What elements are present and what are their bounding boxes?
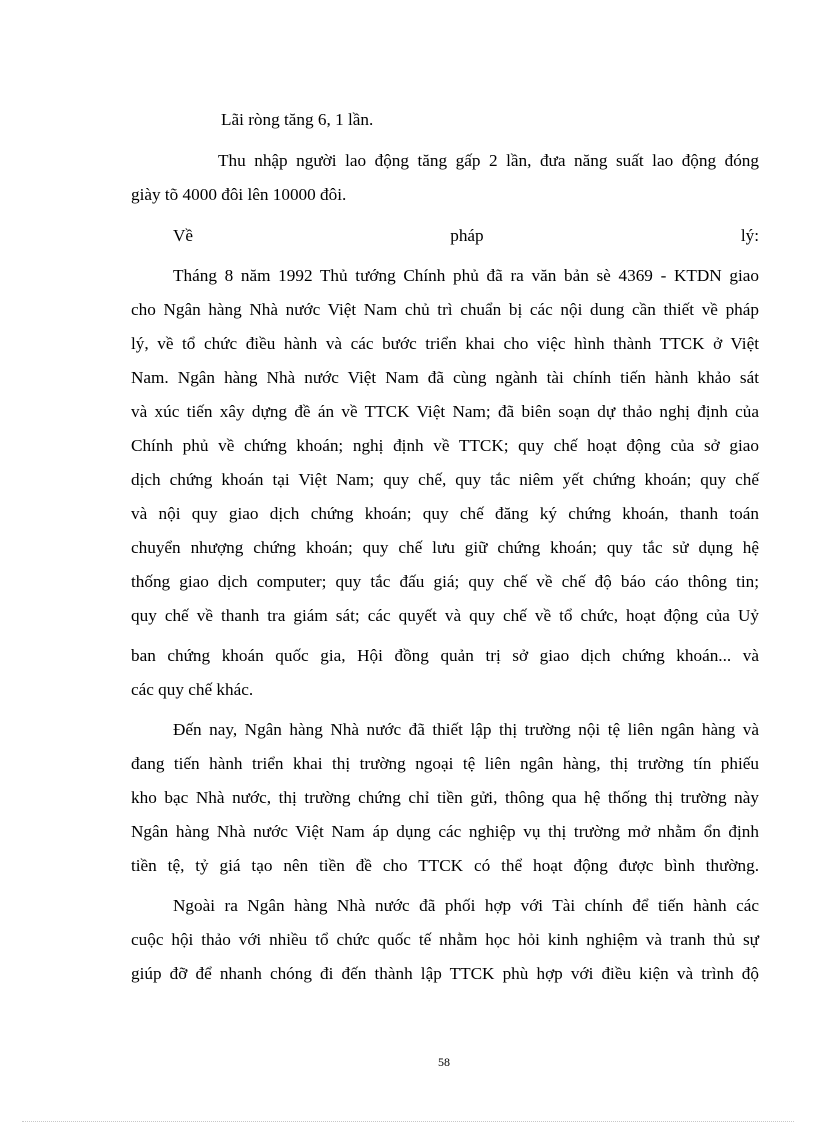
text-line-25: giúp đỡ để nhanh chóng đi đến thành lập TTCK phù hợp với điều kiện và trình độ (131, 964, 759, 983)
text-line-11: dịch chứng khoán tại Việt Nam; quy chế, quy tắc niêm yết chứng khoán; quy chế (131, 470, 759, 489)
page-number: 58 (438, 1055, 450, 1069)
text-line-4: Về pháp lý: (173, 226, 759, 245)
text-line-20: kho bạc Nhà nước, thị trường chứng chỉ tiền gửi, thông qua hệ thống thị trường này (131, 788, 759, 807)
text-line-16: ban chứng khoán quốc gia, Hội đồng quản trị sở giao dịch chứng khoán... và (131, 646, 759, 665)
text-line-3: giày tõ 4000 đôi lên 10000 đôi. (131, 185, 347, 204)
text-line-24: cuộc hội thảo với nhiều tổ chức quốc tế nhằm học hỏi kinh nghiệm và tranh thủ sự (131, 930, 759, 949)
text-line-6: cho Ngân hàng Nhà nước Việt Nam chủ trì chuẩn bị các nội dung cần thiết về pháp (131, 300, 759, 319)
page-bottom-rule (22, 1121, 794, 1122)
text-line-2: Thu nhập người lao động tăng gấp 2 lần, đưa năng suất lao động đóng (218, 151, 759, 170)
text-line-13: chuyển nhượng chứng khoán; quy chế lưu giữ chứng khoán; quy tắc sử dụng hệ (131, 538, 759, 557)
text-line-21: Ngân hàng Nhà nước Việt Nam áp dụng các nghiệp vụ thị trường mở nhằm ổn định (131, 822, 759, 841)
text-line-15: quy chế về thanh tra giám sát; các quyết và quy chế về tổ chức, hoạt động của Uỷ (131, 606, 759, 625)
text-line-18: Đến nay, Ngân hàng Nhà nước đã thiết lập thị trường nội tệ liên ngân hàng và (173, 720, 759, 739)
text-line-5: Tháng 8 năm 1992 Thủ tướng Chính phủ đã ra văn bản sè 4369 - KTDN giao (173, 266, 759, 285)
text-line-9: và xúc tiến xây dựng đề án về TTCK Việt Nam; đã biên soạn dự thảo nghị định của (131, 402, 759, 421)
text-line-8: Nam. Ngân hàng Nhà nước Việt Nam đã cùng ngành tài chính tiến hành khảo sát (131, 368, 759, 387)
text-line-12: và nội quy giao dịch chứng khoán; quy chế đăng ký chứng khoán, thanh toán (131, 504, 759, 523)
text-line-14: thống giao dịch computer; quy tắc đấu giá; quy chế về chế độ báo cáo thông tin; (131, 572, 759, 591)
text-line-19: đang tiến hành triển khai thị trường ngoại tệ liên ngân hàng, thị trường tín phiếu (131, 754, 759, 773)
text-line-7: lý, về tổ chức điều hành và các bước triển khai cho việc hình thành TTCK ở Việt (131, 334, 759, 353)
text-line-23: Ngoài ra Ngân hàng Nhà nước đã phối hợp với Tài chính để tiến hành các (173, 896, 759, 915)
text-line-10: Chính phủ về chứng khoán; nghị định về TTCK; quy chế hoạt động của sở giao (131, 436, 759, 455)
text-line-17: các quy chế khác. (131, 680, 254, 699)
text-line-1: Lãi ròng tăng 6, 1 lần. (221, 110, 374, 129)
text-line-22: tiền tệ, tỷ giá tạo nên tiền đề cho TTCK có thể hoạt động được bình thường. (131, 856, 759, 875)
